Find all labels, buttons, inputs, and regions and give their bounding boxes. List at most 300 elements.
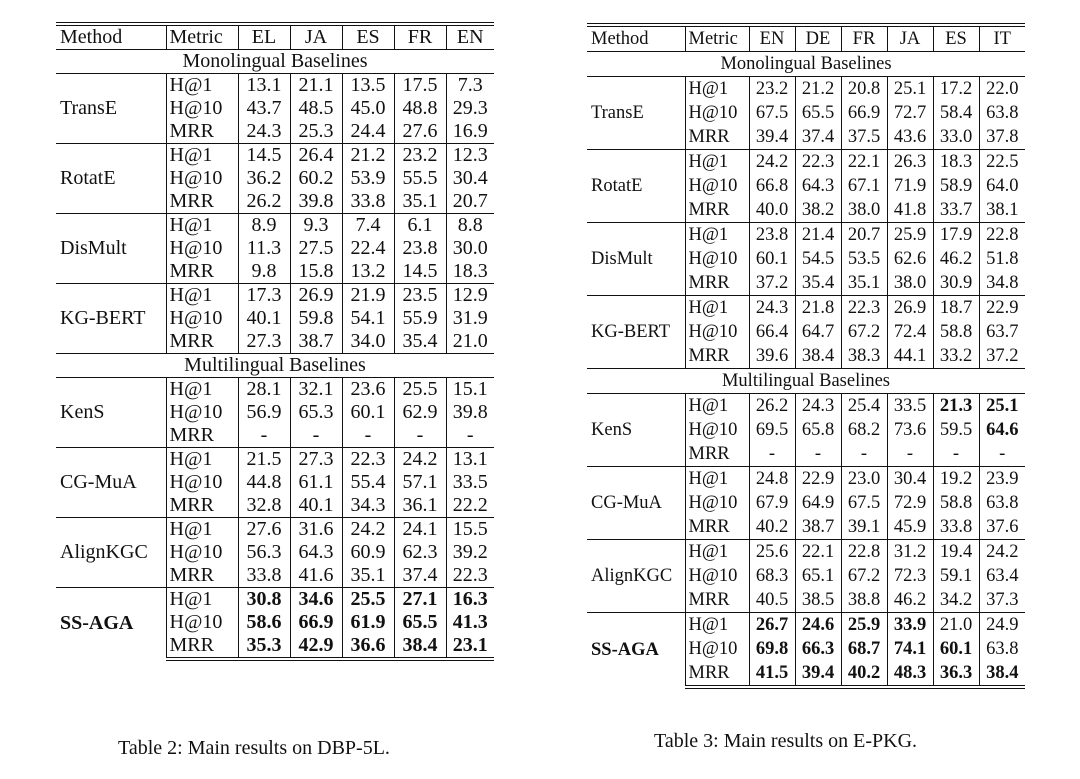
value-cell: 45.0 [342,97,394,120]
value-cell: 44.8 [238,471,290,494]
value-cell: 40.2 [749,515,795,540]
value-cell: 35.1 [841,271,887,296]
column-header: DE [795,25,841,52]
value-cell: 44.1 [887,344,933,369]
value-cell: 40.5 [749,588,795,613]
column-header: JA [887,25,933,52]
metric-cell: MRR [685,198,749,223]
value-cell: 27.1 [394,588,446,612]
metric-cell: H@10 [685,174,749,198]
value-cell: 67.2 [841,564,887,588]
value-cell: 22.9 [795,467,841,492]
value-cell: 30.4 [452,167,488,189]
value-cell: 12.9 [446,284,494,308]
value-cell: 35.1 [342,564,394,588]
value-cell: 23.0 [841,467,887,492]
metric-cell: H@1 [685,223,749,248]
value-cell: 59.8 [290,307,342,330]
value-cell: 40.0 [749,198,795,223]
value-cell: 25.6 [749,540,795,565]
value-cell: 67.5 [841,491,887,515]
value-cell: 38.4 [979,661,1025,687]
value-cell: 23.1 [446,634,494,659]
value-cell: 33.0 [933,125,979,150]
value-cell: 22.8 [979,223,1025,248]
column-header: EN [749,25,795,52]
value-cell: 38.0 [887,271,933,296]
value-cell: 68.2 [841,418,887,442]
section-title: Multilingual Baselines [56,354,494,378]
value-cell: 24.6 [795,613,841,638]
value-cell: 43.6 [887,125,933,150]
table-row [587,223,1025,248]
value-cell: 22.5 [979,150,1025,175]
value-cell: 13.2 [342,260,394,284]
table-row [56,214,494,238]
value-cell: 24.1 [394,518,446,542]
value-cell: - [887,442,933,467]
column-header: Metric [166,24,238,50]
value-cell: 31.2 [887,540,933,565]
metric-cell: MRR [685,442,749,467]
value-cell: 20.7 [841,223,887,248]
value-cell: 55.4 [342,471,394,494]
table-2 [56,22,494,661]
value-cell: 66.9 [290,611,342,634]
metric-cell: H@10 [685,320,749,344]
metric-cell: H@10 [685,101,749,125]
value-cell: 24.8 [749,467,795,492]
column-header: EN [446,24,494,50]
metric-cell: H@1 [166,588,238,612]
value-cell: 72.4 [887,320,933,344]
metric-cell: H@10 [166,97,238,120]
value-cell: 22.9 [979,296,1025,321]
value-cell: 34.3 [342,494,394,518]
value-cell: 37.4 [394,564,446,588]
value-cell: 71.9 [887,174,933,198]
value-cell: 21.2 [342,144,394,168]
value-cell: 37.4 [795,125,841,150]
table-row [56,378,494,402]
value-cell: 38.3 [841,344,887,369]
value-cell: 14.5 [238,144,290,168]
value-cell: 53.9 [342,167,394,190]
value-cell: 48.3 [887,661,933,687]
value-cell: 54.1 [342,307,394,330]
value-cell: 30.0 [452,237,488,259]
value-cell: 41.3 [452,611,488,633]
value-cell: 22.0 [986,79,1019,99]
metric-cell: MRR [166,564,238,588]
table-row [56,144,494,168]
value-cell: 66.8 [749,174,795,198]
metric-cell: MRR [685,515,749,540]
value-cell: 27.5 [290,237,342,260]
value-cell: 37.2 [986,346,1019,366]
value-cell: 36.3 [933,661,979,687]
value-cell: 25.1 [887,77,933,102]
value-cell: 21.5 [238,448,290,472]
value-cell: - [933,442,979,467]
value-cell: 36.2 [238,167,290,190]
value-cell: 23.9 [979,467,1025,492]
value-cell: 22.4 [342,237,394,260]
value-cell: 68.3 [749,564,795,588]
value-cell: - [999,444,1006,464]
metric-cell: H@10 [685,247,749,271]
value-cell: 41.5 [749,661,795,687]
value-cell: 23.5 [394,284,446,308]
metric-cell: H@1 [166,214,238,238]
value-cell: 35.4 [394,330,446,354]
method-cell: KG-BERT [56,284,166,354]
metric-cell: H@10 [685,564,749,588]
table-row [56,284,494,308]
value-cell: 29.3 [452,97,488,119]
value-cell: 21.2 [795,77,841,102]
table-row [56,588,494,612]
value-cell: 37.3 [986,590,1019,610]
table-row [587,467,1025,492]
value-cell: 13.1 [446,448,494,472]
value-cell: 27.3 [290,448,342,472]
value-cell: 13.5 [342,74,394,98]
value-cell: 72.3 [887,564,933,588]
value-cell: 41.6 [290,564,342,588]
value-cell: 56.9 [238,401,290,424]
value-cell: 17.2 [933,77,979,102]
value-cell: - [795,442,841,467]
section-row [587,369,1025,394]
table-3 [587,23,1025,689]
value-cell: 21.4 [795,223,841,248]
value-cell: 66.9 [841,101,887,125]
value-cell: 35.1 [394,190,446,214]
value-cell: 22.3 [841,296,887,321]
metric-cell: H@1 [685,77,749,102]
value-cell: 24.2 [394,448,446,472]
value-cell: 30.9 [933,271,979,296]
value-cell: 38.7 [290,330,342,354]
metric-cell: MRR [166,120,238,144]
value-cell: 69.8 [749,637,795,661]
value-cell: 8.8 [446,214,494,238]
value-cell: 37.5 [841,125,887,150]
value-cell: 67.1 [841,174,887,198]
value-cell: 65.5 [795,101,841,125]
value-cell: 6.1 [394,214,446,238]
value-cell: - [342,424,394,448]
value-cell: 15.5 [446,518,494,542]
value-cell: 23.6 [342,378,394,402]
value-cell: 22.3 [795,150,841,175]
value-cell: 60.1 [749,247,795,271]
metric-cell: MRR [166,260,238,284]
metric-cell: H@1 [685,150,749,175]
value-cell: 24.2 [749,150,795,175]
value-cell: 26.2 [238,190,290,214]
value-cell: 26.2 [749,394,795,419]
table-row [56,74,494,98]
value-cell: - [394,424,446,448]
value-cell: 9.8 [238,260,290,284]
table-row [56,448,494,472]
value-cell: 36.6 [342,634,394,659]
column-header: Method [56,24,166,50]
metric-cell: MRR [166,494,238,518]
value-cell: 15.1 [452,378,488,400]
value-cell: 65.3 [290,401,342,424]
value-cell: 8.9 [238,214,290,238]
metric-cell: MRR [166,424,238,448]
value-cell: 61.1 [290,471,342,494]
value-cell: 60.9 [342,541,394,564]
value-cell: 25.9 [841,613,887,638]
value-cell: 37.2 [749,271,795,296]
value-cell: 67.9 [749,491,795,515]
value-cell: 14.5 [394,260,446,284]
value-cell: 21.9 [342,284,394,308]
value-cell: 39.4 [749,125,795,150]
value-cell: 34.0 [342,330,394,354]
value-cell: 41.8 [887,198,933,223]
value-cell: 46.2 [887,588,933,613]
value-cell: 19.2 [933,467,979,492]
header-row [56,24,494,50]
value-cell: 68.7 [841,637,887,661]
metric-cell: H@10 [166,541,238,564]
column-header: JA [290,24,342,50]
value-cell: 25.3 [290,120,342,144]
method-cell: DisMult [56,214,166,284]
value-cell: 22.1 [841,150,887,175]
value-cell: 60.1 [342,401,394,424]
value-cell: 40.1 [290,494,342,518]
metric-cell: H@10 [166,237,238,260]
value-cell: 27.6 [238,518,290,542]
value-cell: 37.8 [986,127,1019,147]
value-cell: 21.1 [290,74,342,98]
column-header: FR [394,24,446,50]
value-cell: 64.9 [795,491,841,515]
value-cell: 58.9 [933,174,979,198]
value-cell: 25.5 [394,378,446,402]
method-cell: SS-AGA [56,588,166,660]
value-cell: 22.1 [795,540,841,565]
value-cell: 45.9 [887,515,933,540]
value-cell: 53.5 [841,247,887,271]
metric-cell: H@10 [685,418,749,442]
metric-cell: H@10 [685,491,749,515]
value-cell: 56.3 [238,541,290,564]
value-cell: 38.0 [841,198,887,223]
table-3-grid [587,23,1025,689]
value-cell: 58.4 [933,101,979,125]
metric-cell: MRR [685,661,749,687]
column-header: ES [933,25,979,52]
value-cell: 26.3 [887,150,933,175]
value-cell: 63.8 [986,493,1019,513]
value-cell: 58.8 [933,491,979,515]
metric-cell: MRR [685,588,749,613]
table-row [587,150,1025,175]
metric-cell: H@1 [166,378,238,402]
value-cell: 18.3 [933,150,979,175]
table-row [587,394,1025,419]
metric-cell: MRR [685,125,749,150]
metric-cell: H@1 [166,144,238,168]
value-cell: 27.6 [394,120,446,144]
value-cell: 21.8 [795,296,841,321]
value-cell: 64.0 [986,176,1019,196]
value-cell: 24.2 [979,540,1025,565]
value-cell: 48.5 [290,97,342,120]
value-cell: 46.2 [933,247,979,271]
value-cell: 34.8 [986,273,1019,293]
metric-cell: H@10 [166,471,238,494]
value-cell: 20.8 [841,77,887,102]
value-cell: - [841,442,887,467]
method-cell: AlignKGC [56,518,166,588]
value-cell: 64.6 [986,420,1019,440]
value-cell: 31.9 [452,307,488,329]
value-cell: 33.8 [238,564,290,588]
value-cell: 38.4 [795,344,841,369]
value-cell: 38.1 [986,200,1019,220]
value-cell: 24.3 [749,296,795,321]
value-cell: 37.6 [986,517,1019,537]
value-cell: 25.9 [887,223,933,248]
value-cell: 34.2 [933,588,979,613]
method-cell: RotatE [587,150,685,223]
value-cell: 23.8 [749,223,795,248]
method-cell: CG-MuA [56,448,166,518]
value-cell: 67.2 [841,320,887,344]
value-cell: 38.5 [795,588,841,613]
value-cell: 16.3 [446,588,494,612]
value-cell: 25.1 [986,396,1019,416]
value-cell: 33.7 [933,198,979,223]
metric-cell: H@1 [166,448,238,472]
value-cell: 63.8 [986,639,1019,659]
value-cell: 65.8 [795,418,841,442]
value-cell: 74.1 [887,637,933,661]
value-cell: 23.8 [394,237,446,260]
value-cell: 65.1 [795,564,841,588]
metric-cell: H@1 [166,74,238,98]
value-cell: 36.1 [394,494,446,518]
value-cell: 62.3 [394,541,446,564]
value-cell: - [238,424,290,448]
value-cell: 20.7 [452,190,488,212]
value-cell: 58.6 [238,611,290,634]
metric-cell: H@1 [166,518,238,542]
value-cell: 43.7 [238,97,290,120]
value-cell: 61.9 [342,611,394,634]
value-cell: 23.2 [394,144,446,168]
table-3-caption: Table 3: Main results on E-PKG. [654,730,918,752]
value-cell: 22.3 [452,564,488,586]
method-cell: TransE [56,74,166,144]
value-cell: 39.8 [290,190,342,214]
value-cell: 38.4 [394,634,446,659]
value-cell: 33.8 [342,190,394,214]
value-cell: 26.9 [887,296,933,321]
value-cell: 55.5 [394,167,446,190]
section-title: Monolingual Baselines [587,52,1025,77]
value-cell: 62.6 [887,247,933,271]
method-cell: RotatE [56,144,166,214]
column-header: ES [342,24,394,50]
value-cell: 42.9 [290,634,342,659]
value-cell: 72.7 [887,101,933,125]
value-cell: 48.8 [394,97,446,120]
section-title: Multilingual Baselines [587,369,1025,394]
value-cell: 21.3 [933,394,979,419]
value-cell: 33.8 [933,515,979,540]
value-cell: 26.7 [749,613,795,638]
metric-cell: H@10 [166,307,238,330]
value-cell: 59.5 [933,418,979,442]
value-cell: 35.3 [238,634,290,659]
value-cell: 9.3 [290,214,342,238]
value-cell: 63.8 [986,103,1019,123]
value-cell: 7.3 [457,74,483,96]
value-cell: 17.3 [238,284,290,308]
value-cell: 67.5 [749,101,795,125]
value-cell: 64.7 [795,320,841,344]
table-row [587,296,1025,321]
value-cell: 32.8 [238,494,290,518]
value-cell: 39.2 [452,541,488,563]
value-cell: 28.1 [238,378,290,402]
value-cell: 38.7 [795,515,841,540]
value-cell: 66.4 [749,320,795,344]
table-row [587,540,1025,565]
value-cell: 38.2 [795,198,841,223]
metric-cell: H@10 [166,401,238,424]
value-cell: 40.2 [841,661,887,687]
section-row [56,50,494,74]
value-cell: 73.6 [887,418,933,442]
metric-cell: H@10 [166,611,238,634]
column-header: EL [238,24,290,50]
value-cell: 57.1 [394,471,446,494]
value-cell: 66.3 [795,637,841,661]
value-cell: 51.8 [986,249,1019,269]
value-cell: 60.1 [933,637,979,661]
value-cell: 39.4 [795,661,841,687]
value-cell: - [290,424,342,448]
value-cell: 63.4 [986,566,1019,586]
metric-cell: H@1 [685,296,749,321]
method-cell: KenS [56,378,166,448]
table-row [587,77,1025,102]
table-row [587,613,1025,638]
section-row [587,52,1025,77]
method-cell: DisMult [587,223,685,296]
value-cell: 17.9 [933,223,979,248]
value-cell: 21.0 [452,330,488,352]
column-header: FR [841,25,887,52]
section-title: Monolingual Baselines [56,50,494,74]
value-cell: 18.3 [452,260,488,282]
value-cell: 13.1 [238,74,290,98]
value-cell: 32.1 [290,378,342,402]
value-cell: 64.3 [795,174,841,198]
value-cell: 26.9 [290,284,342,308]
